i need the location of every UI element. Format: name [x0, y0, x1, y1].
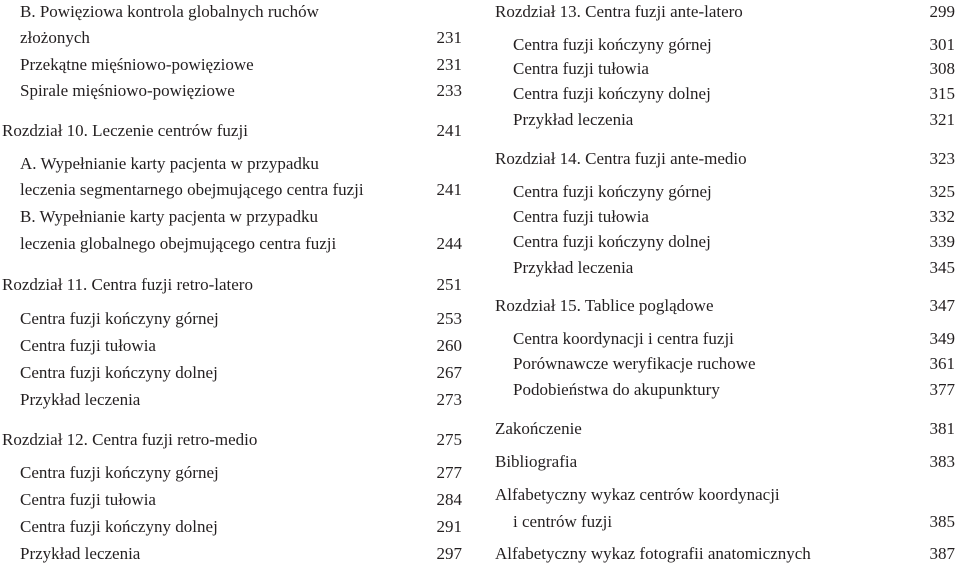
toc-chapter-11[interactable] [2, 273, 462, 297]
toc-entry-title: Porównawcze weryfikacje ruchowe [513, 354, 756, 373]
toc-entry[interactable] [20, 361, 462, 385]
toc-entry-title: B. Powięziowa kontrola globalnych ruchów [20, 2, 319, 21]
toc-entry-index-coordination-cont[interactable] [513, 510, 955, 534]
toc-entry-title: Centra fuzji kończyny górnej [513, 182, 712, 201]
toc-entry-title: Centra fuzji kończyny dolnej [513, 84, 711, 103]
toc-chapter-title: Rozdział 12. Centra fuzji retro-medio [2, 430, 258, 449]
toc-entry[interactable] [513, 352, 955, 376]
toc-chapter-13[interactable] [495, 0, 955, 24]
toc-page-number: 361 [929, 354, 955, 373]
toc-entry-b-global-control[interactable] [20, 0, 462, 24]
toc-page-number: 377 [929, 380, 955, 399]
toc-page-number: 241 [436, 180, 462, 199]
toc-entry-bibliography[interactable] [495, 450, 955, 474]
toc-entry[interactable] [513, 180, 955, 204]
toc-entry-a-segmental-cont[interactable] [20, 178, 462, 202]
toc-page-number: 291 [436, 517, 462, 536]
toc-page-number: 275 [436, 430, 462, 449]
toc-entry[interactable] [513, 205, 955, 229]
toc-page-number: 284 [436, 490, 462, 509]
toc-page-number: 297 [436, 544, 462, 563]
toc-entry-title: Centra fuzji tułowia [513, 59, 649, 78]
toc-entry-title: Przykład leczenia [20, 390, 141, 409]
toc-entry[interactable] [20, 79, 462, 103]
toc-entry[interactable] [513, 108, 955, 132]
toc-chapter-10[interactable] [2, 119, 462, 143]
toc-entry-title: i centrów fuzji [513, 512, 613, 531]
toc-entry-title: Centra fuzji kończyny dolnej [513, 232, 711, 251]
toc-entry-conclusion[interactable] [495, 417, 955, 441]
toc-entry[interactable] [20, 388, 462, 412]
toc-page-number: 325 [929, 182, 955, 201]
toc-page-number: 244 [436, 234, 462, 253]
toc-entry-title: Centra koordynacji i centra fuzji [513, 329, 734, 348]
toc-page-number: 301 [929, 35, 955, 54]
toc-entry-title: Alfabetyczny wykaz centrów koordynacji [495, 485, 780, 504]
toc-entry-title: Zakończenie [495, 419, 582, 438]
toc-entry[interactable] [20, 53, 462, 77]
toc-page-number: 387 [929, 544, 955, 563]
toc-chapter-title: Rozdział 10. Leczenie centrów fuzji [2, 121, 248, 140]
toc-page-number: 315 [929, 84, 955, 103]
toc-entry[interactable] [513, 33, 955, 57]
toc-page-number: 381 [929, 419, 955, 438]
toc-entry-title: Przykład leczenia [20, 544, 141, 563]
toc-page-number: 267 [436, 363, 462, 382]
toc-page-number: 241 [436, 121, 462, 140]
toc-entry[interactable] [513, 378, 955, 402]
toc-chapter-15[interactable] [495, 294, 955, 318]
toc-entry[interactable] [513, 82, 955, 106]
toc-page-number: 277 [436, 463, 462, 482]
toc-page-number: 323 [929, 149, 955, 168]
toc-page-number: 299 [929, 2, 955, 21]
toc-entry-b-global[interactable] [20, 205, 462, 229]
toc-page-number: 332 [929, 207, 955, 226]
toc-page-number: 308 [929, 59, 955, 78]
toc-chapter-14[interactable] [495, 147, 955, 171]
toc-page-number: 339 [929, 232, 955, 251]
toc-page-number: 321 [929, 110, 955, 129]
toc-entry-title: Centra fuzji tułowia [20, 336, 156, 355]
toc-entry-title: Bibliografia [495, 452, 578, 471]
toc-entry[interactable] [20, 307, 462, 331]
toc-entry-title: Przykład leczenia [513, 258, 634, 277]
toc-entry-title: A. Wypełnianie karty pacjenta w przypadku [20, 154, 319, 173]
toc-entry[interactable] [20, 542, 462, 566]
toc-entry-title: leczenia globalnego obejmującego centra fuzji [20, 234, 337, 253]
toc-page-number: 253 [436, 309, 462, 328]
toc-entry-index-coordination[interactable] [495, 483, 955, 507]
toc-entry[interactable] [513, 57, 955, 81]
toc-chapter-12[interactable] [2, 428, 462, 452]
toc-page-number: 385 [929, 512, 955, 531]
toc-entry[interactable] [20, 488, 462, 512]
toc-entry-title: Alfabetyczny wykaz fotografii anatomicznych [495, 544, 811, 563]
toc-chapter-title: Rozdział 14. Centra fuzji ante-medio [495, 149, 747, 168]
toc-entry[interactable] [20, 515, 462, 539]
toc-page-number: 345 [929, 258, 955, 277]
toc-page-number: 231 [436, 55, 462, 74]
toc-page-number: 251 [436, 275, 462, 294]
toc-entry-title: Centra fuzji kończyny górnej [20, 309, 219, 328]
toc-entry-title: Przekątne mięśniowo-powięziowe [20, 55, 254, 74]
toc-entry[interactable] [513, 256, 955, 280]
toc-entry-title: Centra fuzji kończyny górnej [20, 463, 219, 482]
toc-entry-index-photos[interactable] [495, 542, 955, 566]
toc-entry-title: Centra fuzji kończyny górnej [513, 35, 712, 54]
toc-entry[interactable] [513, 230, 955, 254]
toc-entry-title: B. Wypełnianie karty pacjenta w przypadku [20, 207, 318, 226]
toc-entry-title: złożonych [20, 28, 90, 47]
toc-entry-title: Centra fuzji kończyny dolnej [20, 363, 218, 382]
toc-page-number: 260 [436, 336, 462, 355]
toc-page-number: 349 [929, 329, 955, 348]
toc-entry-b-global-cont[interactable] [20, 232, 462, 256]
toc-entry-title: leczenia segmentarnego obejmującego centra fuzji [20, 180, 364, 199]
toc-entry-title: Przykład leczenia [513, 110, 634, 129]
toc-page-number: 273 [436, 390, 462, 409]
toc-entry-title: Centra fuzji tułowia [20, 490, 156, 509]
toc-chapter-title: Rozdział 13. Centra fuzji ante-latero [495, 2, 743, 21]
toc-entry-a-segmental[interactable] [20, 152, 462, 176]
toc-chapter-title: Rozdział 15. Tablice poglądowe [495, 296, 714, 315]
toc-entry[interactable] [513, 327, 955, 351]
toc-page-number: 233 [436, 81, 462, 100]
toc-entry-title: Centra fuzji kończyny dolnej [20, 517, 218, 536]
toc-entry-title: Spirale mięśniowo-powięziowe [20, 81, 235, 100]
toc-page-number: 231 [436, 28, 462, 47]
toc-entry-b-global-control-cont[interactable] [20, 26, 462, 50]
toc-entry[interactable] [20, 461, 462, 485]
toc-entry-title: Podobieństwa do akupunktury [513, 380, 720, 399]
toc-entry[interactable] [20, 334, 462, 358]
toc-entry-title: Centra fuzji tułowia [513, 207, 649, 226]
toc-page-number: 383 [929, 452, 955, 471]
toc-page-number: 347 [929, 296, 955, 315]
toc-chapter-title: Rozdział 11. Centra fuzji retro-latero [2, 275, 253, 294]
